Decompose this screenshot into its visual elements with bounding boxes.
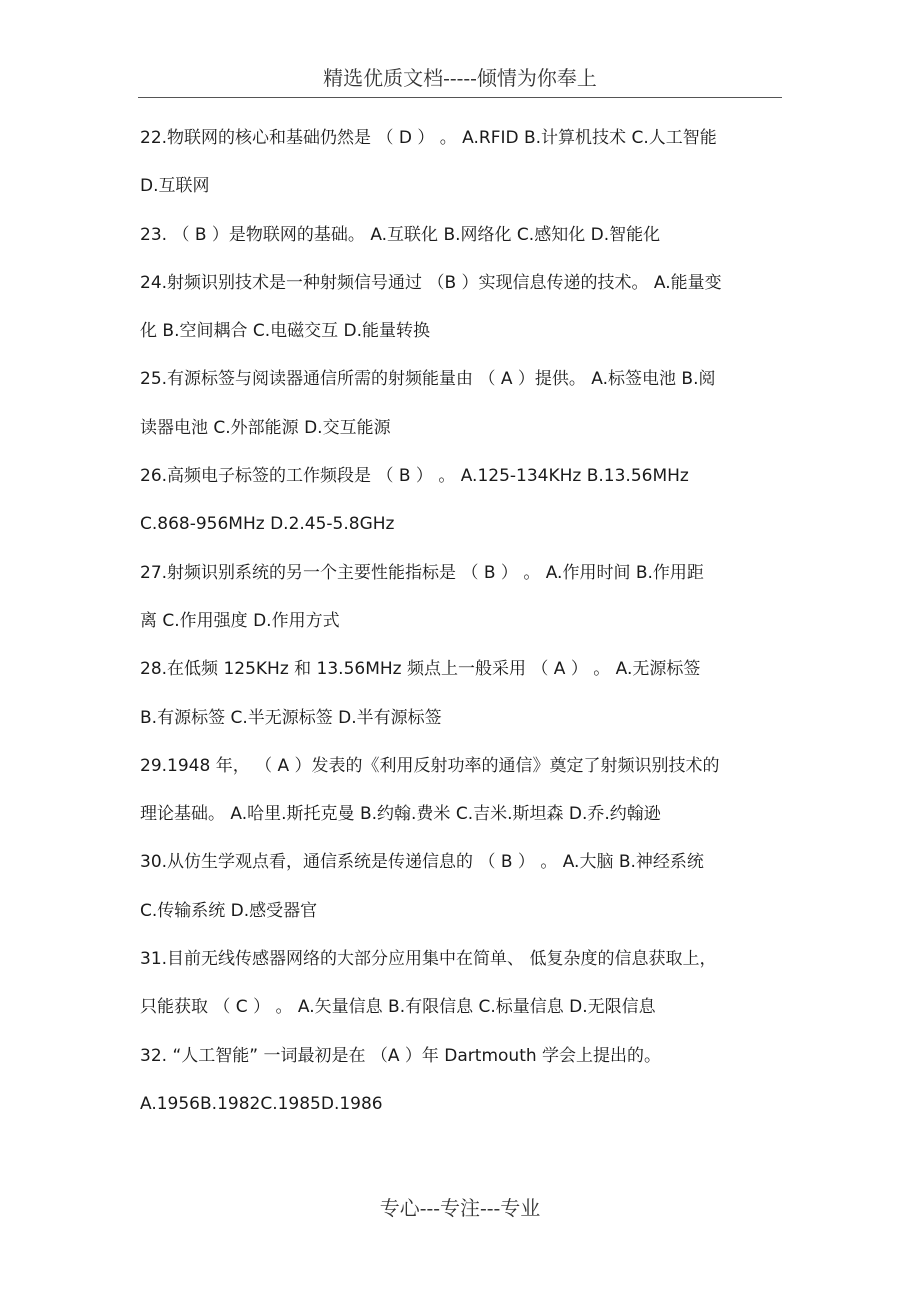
text-line: 32. “人工智能” 一词最初是在 （A ）年 Dartmouth 学会上提出的。 xyxy=(140,1045,662,1066)
text-line: B.有源标签 C.半无源标签 D.半有源标签 xyxy=(140,707,442,728)
text-line: 25.有源标签与阅读器通信所需的射频能量由 （ A ）提供。 A.标签电池 B.阅 xyxy=(140,369,716,390)
text-line: A.1956B.1982C.1985D.1986 xyxy=(140,1093,383,1114)
text-line: 29.1948 年， （ A ）发表的《利用反射功率的通信》奠定了射频识别技术的 xyxy=(140,755,720,776)
text-line: 30.从仿生学观点看，通信系统是传递信息的 （ B ） 。 A.大脑 B.神经系统 xyxy=(140,852,704,873)
text-line: 22.物联网的核心和基础仍然是 （ D ） 。 A.RFID B.计算机技术 C.人工智能 xyxy=(140,128,717,148)
text-line: 24.射频识别技术是一种射频信号通过 （B ）实现信息传递的技术。 A.能量变 xyxy=(140,272,722,293)
text-line: 只能获取 （ C ） 。 A.矢量信息 B.有限信息 C.标量信息 D.无限信息 xyxy=(140,997,656,1018)
text-line: C.868-956MHz D.2.45-5.8GHz xyxy=(140,514,395,535)
text-line: 28.在低频 125KHz 和 13.56MHz 频点上一般采用 （ A ） 。 A.无源标签 xyxy=(140,659,701,680)
text-line: D.互联网 xyxy=(140,176,210,197)
text-line: C.传输系统 D.感受器官 xyxy=(140,900,318,921)
header-divider xyxy=(138,97,782,98)
text-line: 31.目前无线传感器网络的大部分应用集中在简单、 低复杂度的信息获取上， xyxy=(140,949,717,970)
text-line: 读器电池 C.外部能源 D.交互能源 xyxy=(140,417,391,438)
page-footer: 专心---专注---专业 xyxy=(379,1196,541,1220)
text-line: 化 B.空间耦合 C.电磁交互 D.能量转换 xyxy=(140,321,431,342)
text-line: 26.高频电子标签的工作频段是 （ B ） 。 A.125-134KHz B.13.56MHz xyxy=(140,466,689,487)
text-line: 23. （ B ）是物联网的基础。 A.互联化 B.网络化 C.感知化 D.智能化 xyxy=(140,224,661,245)
page-header: 精选优质文档-----倾情为你奉上 xyxy=(323,66,597,90)
text-line: 理论基础。 A.哈里.斯托克曼 B.约翰.费米 C.吉米.斯坦森 D.乔.约翰逊 xyxy=(140,804,661,825)
document-body xyxy=(140,114,785,1128)
text-line: 离 C.作用强度 D.作用方式 xyxy=(140,610,340,631)
text-line: 27.射频识别系统的另一个主要性能指标是 （ B ） 。 A.作用时间 B.作用距 xyxy=(140,562,704,583)
